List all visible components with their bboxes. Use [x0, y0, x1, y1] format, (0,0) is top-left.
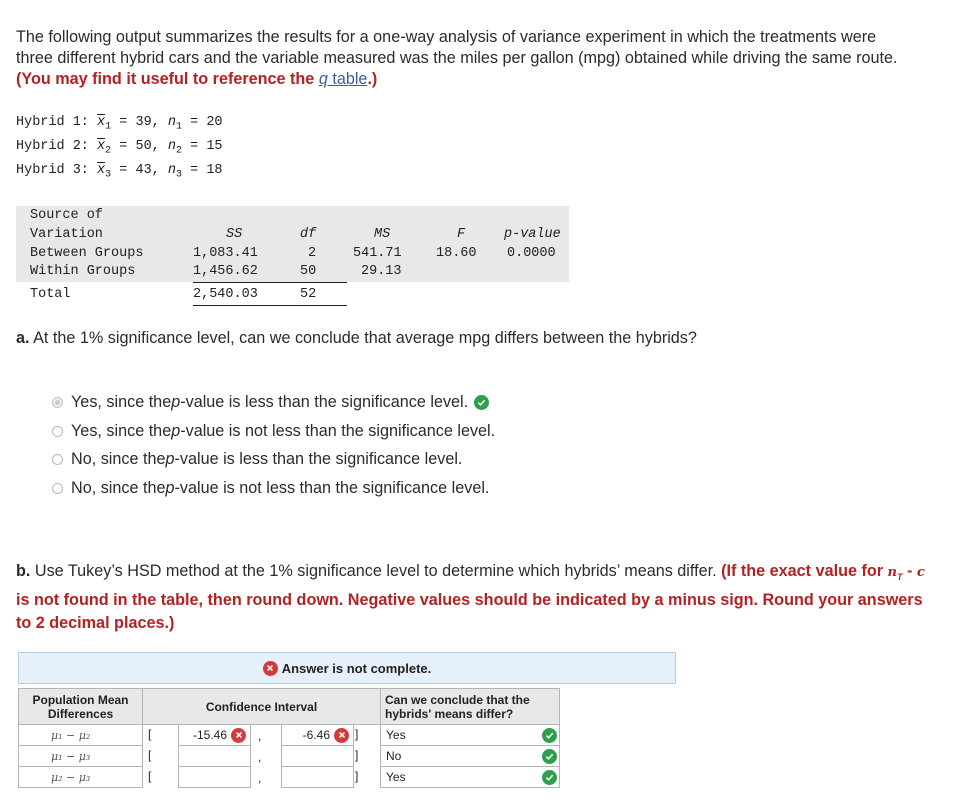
anova-table: [16, 206, 569, 282]
correct-check-icon: [542, 749, 557, 764]
tukey-header-conclude: Can we conclude that the hybrids' means differ?: [380, 688, 560, 725]
problem-intro: [16, 27, 916, 90]
correct-check-icon: [542, 770, 557, 785]
tukey-row-2-upper-input[interactable]: [281, 745, 354, 767]
option-a-1[interactable]: Yes, since the p -value is less than the significance level.: [52, 393, 489, 412]
anova-header-df: df: [300, 227, 317, 242]
anova-header-source-2: Variation: [30, 227, 103, 242]
tukey-row-3-lower-input[interactable]: [178, 766, 251, 788]
q-table-link[interactable]: q table: [318, 70, 368, 88]
anova-row-between-p: 0.0000: [507, 246, 556, 261]
tukey-header-pop: Population Mean Differences: [18, 688, 143, 725]
hybrid-3-summary: Hybrid 3: $\overline{x}_3 = 43$, $n_3 = 18$: [16, 163, 223, 181]
tukey-row-1-open: [: [148, 727, 152, 741]
anova-row-between-ms: 541.71: [353, 246, 402, 261]
anova-row-between-df: 2: [308, 246, 317, 261]
tukey-row-1-answer[interactable]: Yes: [380, 724, 560, 746]
tukey-row-1-lower-input[interactable]: -15.46: [178, 724, 251, 746]
tukey-row-2-pair: μ₁ − μ₃: [18, 745, 143, 767]
radio-icon[interactable]: [52, 483, 63, 494]
tukey-row-1-comma: ,: [258, 729, 262, 743]
tukey-header-ci: Confidence Interval: [142, 688, 381, 725]
answer-status-banner: Answer is not complete.: [18, 652, 676, 684]
anova-header-ms: MS: [374, 227, 391, 242]
anova-header-source-1: Source of: [30, 208, 103, 223]
anova-row-within-df: 50: [300, 264, 317, 279]
radio-icon[interactable]: [52, 454, 63, 465]
incorrect-x-icon: [231, 728, 246, 743]
incorrect-x-icon: [263, 661, 278, 676]
option-a-4[interactable]: No, since the p -value is not less than the significance level.: [52, 479, 489, 498]
tukey-row-2-open: [: [148, 748, 152, 762]
tukey-row-3-close: ]: [355, 769, 359, 783]
correct-check-icon: [474, 395, 489, 410]
anova-row-total-ss: 2,540.03: [193, 287, 258, 302]
anova-row-between-ss: 1,083.41: [193, 246, 258, 261]
hybrid-2-summary: Hybrid 2: $\overline{x}_2 = 50$, $n_2 = 15$: [16, 139, 223, 157]
anova-row-within-ms: 29.13: [361, 264, 402, 279]
hybrid-1-summary: Hybrid 1: $\overline{x}_1 = 39$, $n_1 = 20$: [16, 115, 223, 133]
intro-hint: (You may find it useful to reference the q table.): [16, 70, 378, 88]
anova-row-within-ss: 1,456.62: [193, 264, 258, 279]
radio-icon[interactable]: [52, 426, 63, 437]
incorrect-x-icon: [334, 728, 349, 743]
radio-selected-icon[interactable]: [52, 397, 63, 408]
anova-header-f: F: [457, 227, 466, 242]
tukey-row-3-answer[interactable]: Yes: [380, 766, 560, 788]
anova-header-p: p-value: [504, 227, 561, 242]
tukey-row-2-lower-input[interactable]: [178, 745, 251, 767]
anova-row-total-source: Total: [30, 287, 71, 302]
option-a-2[interactable]: Yes, since the p -value is not less than the significance level.: [52, 422, 495, 441]
anova-total-rule-bottom: [193, 305, 347, 306]
tukey-row-3-comma: ,: [258, 771, 262, 785]
tukey-row-2-answer[interactable]: No: [380, 745, 560, 767]
anova-header-ss: SS: [226, 227, 243, 242]
tukey-row-1-upper-input[interactable]: -6.46: [281, 724, 354, 746]
anova-row-between-f: 18.60: [436, 246, 477, 261]
tukey-row-3-open: [: [148, 769, 152, 783]
anova-row-within-source: Within Groups: [30, 264, 136, 279]
anova-row-total-df: 52: [300, 287, 317, 302]
tukey-row-2-close: ]: [355, 748, 359, 762]
part-a-question: a. At the 1% significance level, can we conclude that average mpg differs between the hybrids?: [16, 329, 697, 347]
tukey-table: [18, 688, 560, 789]
tukey-row-3-pair: μ₂ − μ₃: [18, 766, 143, 788]
intro-text: The following output summarizes the results for a one-way analysis of variance experiment in which the treatments were three different hybrid cars and the variable measured was the miles per gallon (mpg) obtained while driving the same route.: [16, 28, 898, 67]
part-b-question: b. Use Tukey’s HSD method at the 1% significance level to determine which hybrids’ means differ. (If the exact value for $n_T$ - c is not found in the table, then round down. Negative values should be indicated by a minus sign. Round your answers to 2 decimal places.): [16, 562, 925, 633]
correct-check-icon: [542, 728, 557, 743]
anova-total-rule-top: [193, 282, 347, 283]
tukey-row-2-comma: ,: [258, 750, 262, 764]
tukey-row-1-close: ]: [355, 727, 359, 741]
tukey-row-1-pair: μ₁ − μ₂: [18, 724, 143, 746]
option-a-3[interactable]: No, since the p -value is less than the significance level.: [52, 450, 462, 469]
tukey-row-3-upper-input[interactable]: [281, 766, 354, 788]
anova-row-between-source: Between Groups: [30, 246, 144, 261]
